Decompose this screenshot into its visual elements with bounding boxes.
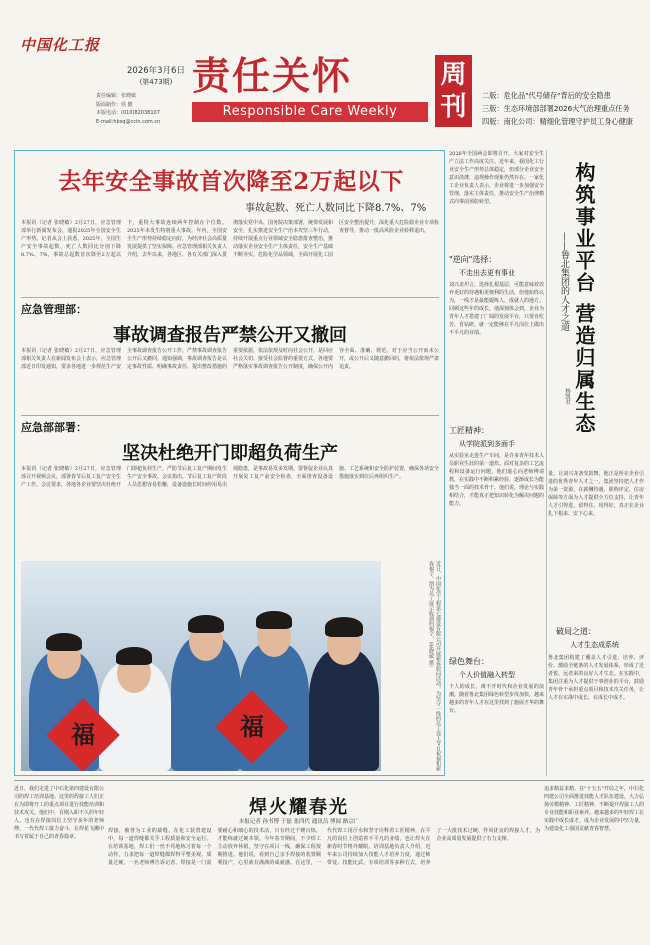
column-section-title: 人才生态成系统 bbox=[570, 641, 619, 649]
masthead bbox=[0, 0, 650, 145]
fu-poster bbox=[46, 698, 120, 771]
worker-hair bbox=[188, 615, 224, 633]
fu-character: 福 bbox=[240, 712, 264, 741]
staff-line: 责任编辑：张晓敏 bbox=[96, 93, 137, 99]
bottom-divider bbox=[14, 780, 644, 781]
column-section-label: 工匠精神： bbox=[449, 426, 489, 435]
staff-line: 版面制作：侯 健 bbox=[96, 101, 133, 108]
lead-headline[interactable]: 去年安全事故首次降至2万起以下 bbox=[58, 168, 404, 195]
worker-hair bbox=[325, 617, 363, 637]
column-text: 追求精益求精。在"十五五"开局之年，中石化四建公司全面推进技能人才队伍建设，大力弘扬劳模精神、工匠精神，不断提升焊接工人的专业技能和职业素养。越来越多的年轻焊工在实践中成长成才，成为企业发展的中坚力量，为建设化工强国贡献青春智慧。 bbox=[544, 786, 644, 832]
section-label: 应急管理部： bbox=[21, 303, 87, 316]
lead-article bbox=[14, 150, 445, 776]
right-headline[interactable]: 构筑事业平台 营造归属生态 bbox=[572, 162, 596, 435]
toc-item[interactable]: 四版：南化公司：精细化管理守护员工身心健康 bbox=[482, 117, 633, 126]
article-headline[interactable]: 事故调查报告严禁公开又撤回 bbox=[113, 325, 347, 346]
worker-figure bbox=[309, 649, 379, 771]
paper-logo: 中国化工报 bbox=[20, 36, 101, 54]
supplement-title: 责任关怀 bbox=[192, 54, 353, 98]
article-body: 焊接，被誉为工业的裁缝。在化工装置建设中，每一道焊缝都关乎工程质量和安全运行。在培训基地，焊工们一丝不苟地练习着每一个动作，力求把每一道焊缝都焊得平整美观、质量过硬。一名老师傅告诉记者，焊接是一门需要耐心和细心的技术活，只有经过千锤百炼，才能练就过硬本领。今年春节期间，不少焊工主动放弃休假，坚守在项目一线，确保工程按期推进。他们说，看到自己亲手焊接的装置顺利投产，心里就有满满的成就感。在这里，一代代焊工用汗水和坚守诠释着工匠精神，在平凡的岗位上创造着不平凡的业绩，也让焊火在新春时节格外耀眼。培训基地负责人介绍，近年来公司持续加大技能人才培养力度，通过师带徒、技能比武、专项培训等多种方式，培养了一大批技术过硬、作风优良的焊接人才，为企业高质量发展提供了有力支撑。 bbox=[108, 828, 540, 866]
middle-column bbox=[449, 150, 544, 743]
weekly-tag: 周刊 bbox=[435, 55, 472, 127]
staff-info bbox=[96, 92, 206, 126]
column-section-title: 不走出去更有事业 bbox=[459, 269, 515, 277]
supplement-title-en: Responsible Care Weekly bbox=[192, 102, 428, 122]
bottom-headline[interactable]: 焊火耀春光 bbox=[249, 797, 349, 818]
section-label: 应急部部署： bbox=[21, 421, 87, 434]
issue-date: 2026年3月6日 bbox=[127, 66, 185, 76]
title-block bbox=[192, 53, 428, 122]
table-of-contents bbox=[482, 89, 647, 128]
byline: 本报记者 孙书博 于磊 张四代 通讯员 博闻 路宗广 bbox=[238, 819, 360, 825]
column-text: 量。让刘兴龙备受鼓舞，他正是所在企业引进的优秀青年人才之一。集团坚持把人才作为第一资源，在薪酬待遇、职称评定、住房保障等方面为人才提供全方位支持，让青年人才引得进、留得住、用得好，真正在企业扎下根来、安下心来。 bbox=[548, 471, 644, 517]
worker-hair bbox=[116, 647, 152, 665]
column-section-label: 破局之道： bbox=[556, 627, 596, 636]
column-text: 近日，我们走进了中石化第四建设有限公司的焊工培训基地。这里的焊接工人们正在为即将开工的重点项目进行技能培训和技术攻关。他们中，有刚入职不久的年轻人，也有在焊接岗位上坚守多年的老师傅。一代代焊工接力奋斗，在焊花飞溅中书写着属于自己的青春篇章。 bbox=[14, 786, 104, 840]
photo-caption: 近日，中国化学工程第七建设有限公司开展新春慰问活动，为坚守一线的员工送上节日祝福和新春福字。图为员工展示收到的福字。（张晓敏 摄） bbox=[428, 561, 441, 771]
article-body: 本报讯（记者 张晓敏）2月27日，应急管理部召开视频会议，部署春节后复工复产安全生产工作。会议要求，各地各企业要坚决杜绝开门即超负荷生产，严防节后复工复产期间发生生产安全事故。会议指出，节后复工复产阶段人员思想容易松懈，设备设施长时间停用易出现隐患，是事故易发多发期。要督促企业认真开展复工复产前安全检查，全面排查设备设施、工艺系统和安全防护装置，确保各项安全措施落实到位后再组织生产。 bbox=[21, 466, 439, 488]
section-divider bbox=[21, 415, 439, 416]
column-text: 鲁北集团构建了覆盖人才引进、培养、评价、激励全链条的人才发展体系，形成了近者悦、远者来的良好人才生态。在实践中，集团注重为人才提供干事创业的平台，鼓励青年骨干承担重点项目和技术攻关任务，让人才在实战中成长，在成长中成才。 bbox=[548, 655, 644, 701]
bottom-feature bbox=[14, 785, 644, 940]
fu-character: 福 bbox=[71, 720, 95, 749]
column-text: 从实验室走进生产车间，是许多青年技术人员职业生涯的第一道坎。面对复杂的工艺流程和设备运行问题，他们虚心向老师傅请教，在实践中不断积累经验，逐渐成长为能独当一面的技术骨干。他们说，理论与实践相结合，才能真正把知识转化为解决问题的能力。 bbox=[449, 453, 544, 507]
issue-info bbox=[116, 66, 196, 87]
worker-hair bbox=[256, 611, 292, 629]
worker-hair bbox=[46, 633, 82, 651]
column-section-title: 从学院派到多面手 bbox=[459, 440, 515, 448]
staff-line: E-mail:hbsq@ccin.com.cn bbox=[96, 118, 161, 125]
column-text: 2026年全国两会即将召开，大家对安全生产立法工作高度关注。近年来，我国化工行业安全生产形势总体稳定，但部分企业安全意识淡薄，违规操作现象仍然存在。一家化工企业负责人表示，企业将进一步加强安全管理，落实主体责任，推动安全生产治理模式向事前预防转型。 bbox=[449, 151, 544, 205]
column-section-label: 绿色舞台： bbox=[449, 657, 489, 666]
toc-item[interactable]: 二版：危化品"代号储存"背后的安全隐患 bbox=[482, 91, 611, 100]
column-section-label: "逆向"选择： bbox=[449, 255, 497, 264]
column-text: 刘兴龙坦言，选择扎根基层，可能意味着放弃更好的待遇和更便利的生活，但他始终认为，一线才是最能锻炼人、成就人的地方。回顾这些年的成长，他深刻体会到，企业为青年人才搭建了广阔的发展平台，只要肯吃苦、肯钻研，就一定能够在平凡岗位上做出不平凡的业绩。 bbox=[449, 282, 544, 336]
column-section-title: 个人价值融入转型 bbox=[459, 671, 515, 679]
news-photo bbox=[21, 561, 381, 771]
fu-poster bbox=[215, 690, 289, 764]
staff-line: 本版电话：(010)82038107 bbox=[96, 110, 160, 116]
toc-item[interactable]: 三版：生态环境部部署2026大气治理重点任务 bbox=[482, 104, 630, 113]
section-divider bbox=[21, 297, 439, 298]
lead-subheadline: 事故起数、死亡人数同比下降8.7%、7% bbox=[245, 203, 427, 214]
column-text: 个人的成长，离不开时代和企业发展的浪潮。随着鲁北集团绿色转型步伐加快，越来越多的青年人才在这里找到了施展才华的舞台。 bbox=[449, 684, 544, 714]
issue-number: (第473期) bbox=[139, 78, 173, 86]
right-subheadline: ——鲁北集团的人才之道 bbox=[559, 232, 569, 331]
article-headline[interactable]: 坚决杜绝开门即超负荷生产 bbox=[122, 443, 338, 464]
column-divider bbox=[546, 150, 547, 776]
article-body: 本报讯（记者 张晓敏）2月27日，应急管理部相关负责人在新闻发布会上表示，应急管理部近日印发通知，要求各地进一步规范生产安全事故调查报告公开工作，严禁事故调查报告公开后又撤回。通知强调，事故调查报告是认定事故性质、明确事故责任、提出整改措施的重要依据，依法依规及时向社会公开，是回应社会关切、接受社会监督的重要方式。各地要严格落实事故调查报告公开制度，确保公开内容全面、准确、规范。对于应当公开而未公开，或公开后又随意撤回的，将依法依规严肃追责。 bbox=[21, 348, 439, 370]
lead-body: 本报讯（记者 张晓敏）2月27日，应急管理部举行新闻发布会，通报2025年全国安全生产形势。记者从会上获悉，2025年，全国生产安全事故起数、死亡人数同比分别下降8.7%、7%，事故总起数首次降至2万起以下，重特大事故连续两年控制在个位数。2025年未发生特别重大事故。年内，全国安全生产形势持续稳定向好，为经济社会高质量发展提供了坚实保障。应急管理部相关负责人介绍，去年以来，各地区、各有关部门深入贯彻落实党中央、国务院决策部署，统筹发展和安全，扎实推进安全生产治本攻坚三年行动，持续开展重点行业领域安全隐患排查整治，推动落实企业安全生产主体责任，安全生产基础不断夯实。危险化学品领域，全面开展化工园区安全整治提升，深化重大危险源企业专项检查督导，推动一批高风险企业转移退出。 bbox=[21, 220, 439, 258]
author-name: 杨凯君 bbox=[564, 388, 570, 405]
